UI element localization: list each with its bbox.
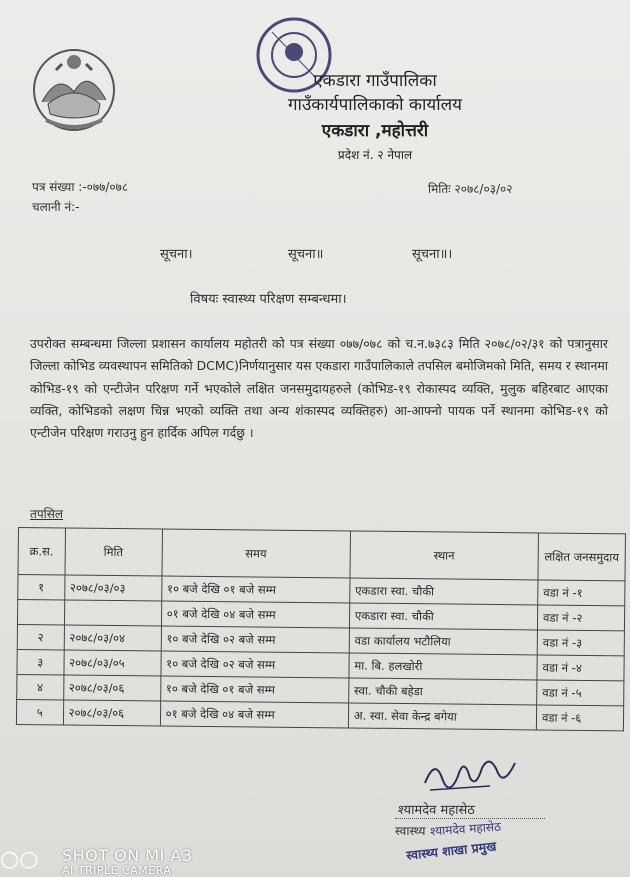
- cell-date: २०७८/०३/०५: [63, 650, 160, 676]
- cell-place: वडा कार्यालय भटौलिया: [349, 628, 537, 655]
- notice-2: सूचना॥: [288, 247, 324, 262]
- cell-serial: ४: [17, 674, 64, 699]
- col-place: स्थान: [350, 531, 539, 580]
- stamp-title: स्वास्थ्य शाखा प्रमुख: [405, 838, 498, 863]
- cell-time: ०१ बजे देखि ०४ बजे सम्म: [160, 701, 348, 728]
- cell-place: एकडारा स्वा. चौकी: [350, 578, 538, 605]
- cell-serial: ३: [17, 649, 64, 674]
- cell-date: २०७८/०३/०६: [63, 700, 160, 726]
- header-province: प्रदेश नं. २ नेपाल: [337, 148, 413, 162]
- notice-3: सूचना॥।: [412, 247, 453, 262]
- cell-time: १० बजे देखि ०२ बजे सम्म: [161, 626, 349, 653]
- camera-watermark: SHOT ON MI A3: [62, 846, 193, 865]
- cell-target: वडा नं -३: [537, 630, 624, 656]
- cell-target: वडा नं -५: [537, 680, 624, 706]
- cell-target: वडा नं -६: [536, 705, 623, 731]
- notice-1: सूचना।: [160, 247, 193, 262]
- table-header-row: [18, 528, 625, 581]
- cell-serial: [17, 600, 64, 625]
- cell-place: स्वा. चौकी बहेडा: [348, 678, 536, 705]
- camera-watermark-icon: ○○: [0, 847, 39, 872]
- cell-date: [64, 600, 161, 626]
- header-municipality: एकडारा गाउँपालिका: [313, 71, 437, 91]
- col-target: लक्षित जनसमुदाय: [538, 533, 626, 581]
- cell-target: वडा नं -२: [537, 605, 624, 631]
- cell-date: २०७८/०३/०६: [63, 675, 160, 701]
- cell-time: १० बजे देखि ०१ बजे सम्म: [161, 576, 349, 603]
- letter-date: मितिः २०७८/०३/०२: [428, 182, 513, 196]
- signer-name: श्यामदेव महासेठ: [398, 803, 475, 818]
- col-serial: क्र.स.: [18, 528, 65, 575]
- header-location: एकडारा ,महोत्तरी: [321, 121, 429, 141]
- table-row: [16, 699, 623, 730]
- cell-time: १० बजे देखि ०२ बजे सम्म: [161, 651, 349, 678]
- schedule-label: तपसिल: [30, 507, 64, 521]
- cell-place: एकडारा स्वा. चौकी: [349, 603, 537, 630]
- cell-time: ०१ बजे देखि ०४ बजे सम्म: [161, 601, 349, 628]
- col-date: मिति: [65, 528, 163, 576]
- cell-target: वडा नं -४: [537, 655, 624, 681]
- cell-date: २०७८/०३/०४: [64, 625, 161, 651]
- cell-time: १० बजे देखि ०१ बजे सम्म: [160, 676, 348, 703]
- schedule-table: [16, 527, 626, 731]
- cell-serial: २: [17, 624, 64, 649]
- cell-place: अ. स्वा. सेवा केन्द्र बगेया: [348, 703, 536, 730]
- letter-number: पत्र संख्या :-०७७/०७८: [32, 180, 129, 194]
- col-time: समय: [162, 529, 351, 578]
- signer-role: स्वास्थ्य: [395, 824, 426, 838]
- signature-icon: [420, 748, 520, 798]
- cell-serial: १: [18, 575, 65, 600]
- cell-date: २०७८/०३/०३: [64, 575, 161, 601]
- cell-target: वडा नं -१: [538, 580, 625, 606]
- header-office: गाउँकार्यपालिकाको कार्यालय: [287, 95, 463, 115]
- cell-place: मा. बि. हलखोरी: [349, 653, 537, 680]
- stamp-name: श्यामदेव महासेठ: [429, 819, 502, 839]
- cell-serial: ५: [16, 699, 63, 724]
- subject-line: विषयः स्वास्थ्य परिक्षण सम्बन्धमा।: [190, 292, 347, 307]
- camera-watermark-sub: AI TRIPLE CAMERA: [62, 864, 172, 877]
- dispatch-number: चलानी नं:-: [32, 200, 80, 214]
- body-paragraph: उपरोक्त सम्बन्धमा जिल्ला प्रशासन कार्यालय महोतरी को पत्र संख्या ०७७/०७८ को च.न.७३८३ मिति २०७८/०२/३१ को पत्रानुसार जिल्ला कोभिड व्यवस्थापन समितिको DCMC)निर्णयानुसार यस एकडारा गाउँपालिकाले तपसिल बमोजिमको मिति, समय र स्थानमा कोभिड-१९ को एन्टीजेन परिक्षण गर्ने भएकोले लक्षित जनसमुदायहरुले (कोभिड-१९ रोकास्पद व्यक्ति, मुलुक बहिरबाट आएका व्यक्ति, कोभिडको लक्षण चिन्न भएको व्यक्ति तथा अन्य शंकास्पद व्यक्तिहरु) आ-आफ्नो पायक पर्ने स्थानमा कोभिड-१९ को एन्टीजेन परिक्षण गराउनु हुन हार्दिक अपिल गर्दछु ।: [30, 336, 608, 441]
